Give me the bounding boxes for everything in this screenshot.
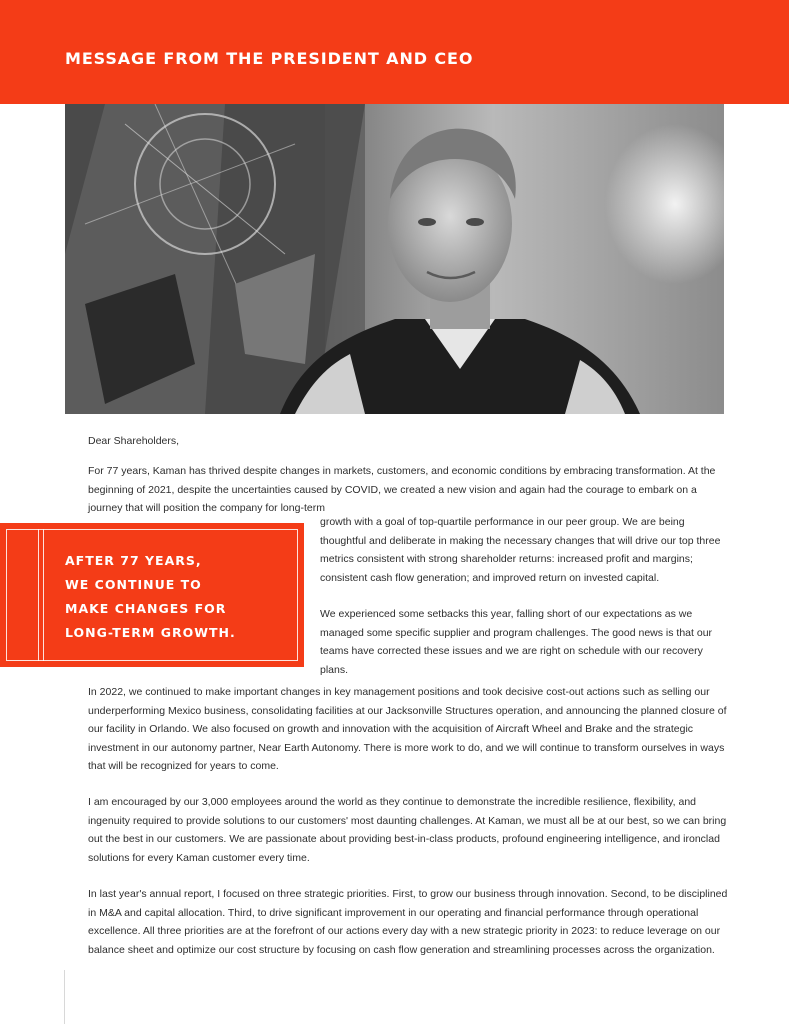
- callout-line-4: LONG-TERM GROWTH.: [65, 625, 236, 640]
- letter-paragraph-4: I am encouraged by our 3,000 employees around the world as they continue to demonstrate the incredible resilience, flexibility, and ingenuity required to provide solutions to our customers' most daunting challenges. At Kaman, we must all be at our best, so we can bring out the best in our customers. We are passionate about providing best-in-class products, profound engineering intelligence, and ironclad solutions for every Kaman customer every time.: [88, 796, 727, 864]
- letter-paragraph-5: In last year's annual report, I focused on three strategic priorities. First, to grow our business through innovation. Second, to be disciplined in M&A and capital allocation. Third, to drive significant improvement in our operating and financial performance through operational excellence. All three priorities are at the forefront of our actions every day with a new strategic priority in 2023: to reduce leverage on our balance sheet and optimize our cost structure by focusing on cash flow generation and streamlining processes across the organization.: [88, 888, 728, 956]
- pull-quote-callout: [0, 523, 304, 667]
- letter-paragraph-1-side: growth with a goal of top-quartile performance in our peer group. We are being thoughtful and deliberate in making the necessary changes that will drive our top three metrics consistent with strong shareholder returns: increased profit and margins; consistent cash flow generation; and improved return on invested capital.: [320, 516, 721, 584]
- callout-frame-line: [38, 529, 39, 661]
- callout-frame-line: [43, 529, 44, 661]
- margin-rule: [64, 970, 65, 1024]
- callout-line-3: MAKE CHANGES FOR: [65, 601, 227, 616]
- callout-frame: [6, 529, 298, 661]
- ceo-portrait-image: [65, 104, 724, 414]
- letter-paragraph-3: In 2022, we continued to make important changes in key management positions and took decisive cost-out actions such as selling our underperforming Mexico business, consolidating facilities at our Jacksonville Structures operation, and announcing the planned closure of our facility in Orlando. We also focused on growth and innovation with the acquisition of Aircraft Wheel and Brake and the strategic investment in our autonomy partner, Near Earth Autonomy. There is more work to do, and we will continue to transform ourselves in ways that will be recognized for years to come.: [88, 686, 727, 772]
- ceo-photo: [65, 104, 724, 414]
- callout-line-1: AFTER 77 YEARS,: [65, 553, 202, 568]
- page-title: MESSAGE FROM THE PRESIDENT AND CEO: [65, 49, 474, 68]
- letter-paragraph-2: We experienced some setbacks this year, falling short of our expectations as we managed some specific supplier and program challenges. The good news is that our teams have corrected these issues and we are right on schedule with our recovery plans.: [320, 608, 713, 676]
- page-header: [0, 0, 789, 104]
- letter-paragraph-1-top: For 77 years, Kaman has thrived despite changes in markets, customers, and economic conditions by embracing transformation. At the beginning of 2021, despite the uncertainties caused by COVID, we created a new vision and again had the courage to embark on a journey that will position the company for long-term: [88, 465, 716, 514]
- callout-line-2: WE CONTINUE TO: [65, 577, 202, 592]
- letter-greeting: Dear Shareholders,: [88, 435, 180, 447]
